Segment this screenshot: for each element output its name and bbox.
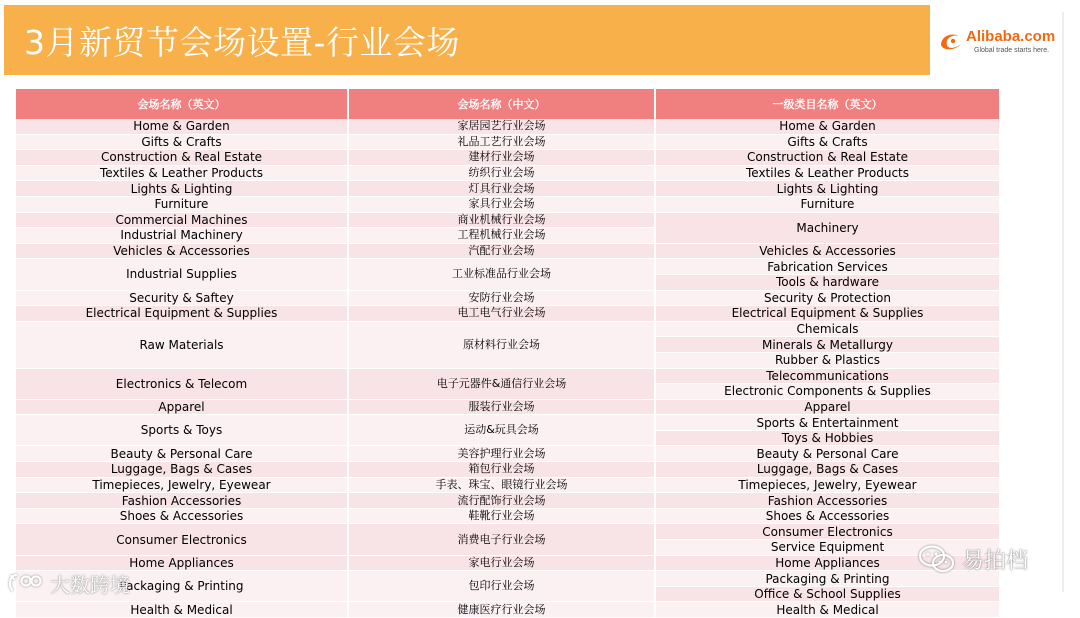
venue-table [16, 89, 1001, 618]
category-cell: Minerals & Metallurgy [655, 337, 1000, 353]
venue-en-cell: Sports & Toys [16, 415, 348, 446]
venue-en-cell: Raw Materials [16, 321, 348, 368]
venue-zh-cell: 美容护理行业会场 [348, 446, 655, 462]
category-cell: Home Appliances [655, 555, 1000, 571]
table-row [16, 119, 1000, 134]
slide-title: 3月新贸节会场设置-行业会场 [24, 23, 460, 62]
watermark-left [6, 568, 130, 598]
category-cell: Furniture [655, 196, 1000, 212]
venue-en-cell: Health & Medical [16, 602, 348, 618]
venue-zh-cell: 流行配饰行业会场 [348, 493, 655, 509]
category-cell: Health & Medical [655, 602, 1000, 618]
venue-en-cell: Lights & Lighting [16, 181, 348, 197]
venue-zh-cell: 工业标准品行业会场 [348, 259, 655, 290]
venue-zh-cell: 安防行业会场 [348, 290, 655, 306]
category-cell: Apparel [655, 399, 1000, 415]
dashu-logo-icon [6, 570, 46, 596]
table-row [16, 306, 1000, 322]
category-cell: Office & School Supplies [655, 586, 1000, 602]
venue-zh-cell: 建材行业会场 [348, 150, 655, 166]
venue-en-cell: Textiles & Leather Products [16, 165, 348, 181]
table-row [16, 134, 1000, 150]
venue-zh-cell: 电工电气行业会场 [348, 306, 655, 322]
table-row [16, 462, 1000, 478]
venue-zh-cell: 手表、珠宝、眼镜行业会场 [348, 477, 655, 493]
category-cell: Beauty & Personal Care [655, 446, 1000, 462]
table-header-row [16, 89, 1000, 119]
watermark-right [918, 542, 1028, 576]
category-cell: Telecommunications [655, 368, 1000, 384]
venue-en-cell: Beauty & Personal Care [16, 446, 348, 462]
venue-zh-cell: 家电行业会场 [348, 555, 655, 571]
table-row [16, 446, 1000, 462]
venue-en-cell: Vehicles & Accessories [16, 243, 348, 259]
venue-en-cell: Packaging & Printing [16, 571, 348, 602]
venue-en-cell: Industrial Machinery [16, 228, 348, 244]
logo-tagline: Global trade starts here. [974, 47, 1050, 54]
category-cell: Packaging & Printing [655, 571, 1000, 587]
table-row [16, 477, 1000, 493]
venue-en-cell: Consumer Electronics [16, 524, 348, 555]
venue-zh-cell: 商业机械行业会场 [348, 212, 655, 228]
venue-en-cell: Commercial Machines [16, 212, 348, 228]
category-cell: Rubber & Plastics [655, 352, 1000, 368]
category-cell: Tools & hardware [655, 274, 1000, 290]
venue-en-cell: Home & Garden [16, 119, 348, 134]
venue-zh-cell: 灯具行业会场 [348, 181, 655, 197]
table-row [16, 212, 1000, 228]
category-cell: Shoes & Accessories [655, 508, 1000, 524]
venue-zh-cell: 原材料行业会场 [348, 321, 655, 368]
watermark-right-text: 易拍档 [962, 548, 1029, 574]
category-cell: Gifts & Crafts [655, 134, 1000, 150]
alibaba-logo [932, 18, 1062, 68]
venue-zh-cell: 汽配行业会场 [348, 243, 655, 259]
venue-en-cell: Shoes & Accessories [16, 508, 348, 524]
logo-name: Alibaba.com [966, 28, 1056, 45]
category-cell: Machinery [655, 212, 1000, 243]
table-row [16, 290, 1000, 306]
category-cell: Toys & Hobbies [655, 430, 1000, 446]
table-row [16, 555, 1000, 571]
table-row [16, 368, 1000, 384]
venue-zh-cell: 工程机械行业会场 [348, 228, 655, 244]
venue-zh-cell: 家具行业会场 [348, 196, 655, 212]
venue-zh-cell: 服装行业会场 [348, 399, 655, 415]
category-cell: Security & Protection [655, 290, 1000, 306]
venue-zh-cell: 箱包行业会场 [348, 462, 655, 478]
table-row [16, 602, 1000, 618]
venue-zh-cell: 家居园艺行业会场 [348, 119, 655, 134]
wechat-icon [918, 544, 956, 574]
header-category-en: 一级类目名称（英文） [655, 89, 1000, 119]
venue-en-cell: Gifts & Crafts [16, 134, 348, 150]
header-venue-en: 会场名称（英文） [16, 89, 348, 119]
venue-en-cell: Apparel [16, 399, 348, 415]
venue-zh-cell: 鞋靴行业会场 [348, 508, 655, 524]
venue-zh-cell: 礼品工艺行业会场 [348, 134, 655, 150]
table-row [16, 321, 1000, 337]
table-row [16, 259, 1000, 275]
venue-en-cell: Construction & Real Estate [16, 150, 348, 166]
venue-zh-cell: 纺织行业会场 [348, 165, 655, 181]
category-cell: Vehicles & Accessories [655, 243, 1000, 259]
category-cell: Electronic Components & Supplies [655, 384, 1000, 400]
category-cell: Lights & Lighting [655, 181, 1000, 197]
table-row [16, 150, 1000, 166]
table-row [16, 493, 1000, 509]
category-cell: Timepieces, Jewelry, Eyewear [655, 477, 1000, 493]
category-cell: Home & Garden [655, 119, 1000, 134]
category-cell: Consumer Electronics [655, 524, 1000, 540]
venue-en-cell: Security & Saftey [16, 290, 348, 306]
slide-edge-divider [1062, 12, 1064, 592]
venue-en-cell: Fashion Accessories [16, 493, 348, 509]
venue-en-cell: Electrical Equipment & Supplies [16, 306, 348, 322]
watermark-left-text: 大数跨境 [50, 572, 130, 597]
venue-en-cell: Electronics & Telecom [16, 368, 348, 399]
title-bar [4, 5, 930, 75]
table-row [16, 571, 1000, 587]
venue-en-cell: Timepieces, Jewelry, Eyewear [16, 477, 348, 493]
venue-zh-cell: 电子元器件&通信行业会场 [348, 368, 655, 399]
venue-en-cell: Home Appliances [16, 555, 348, 571]
category-cell: Service Equipment [655, 540, 1000, 556]
category-cell: Fabrication Services [655, 259, 1000, 275]
table-row [16, 508, 1000, 524]
venue-zh-cell: 健康医疗行业会场 [348, 602, 655, 618]
table-row [16, 524, 1000, 540]
venue-en-cell: Industrial Supplies [16, 259, 348, 290]
table-row [16, 196, 1000, 212]
venue-zh-cell: 包印行业会场 [348, 571, 655, 602]
header-venue-zh: 会场名称（中文） [348, 89, 655, 119]
venue-en-cell: Luggage, Bags & Cases [16, 462, 348, 478]
table-row [16, 165, 1000, 181]
table-row [16, 399, 1000, 415]
category-cell: Textiles & Leather Products [655, 165, 1000, 181]
category-cell: Luggage, Bags & Cases [655, 462, 1000, 478]
category-cell: Chemicals [655, 321, 1000, 337]
venue-zh-cell: 消费电子行业会场 [348, 524, 655, 555]
category-cell: Sports & Entertainment [655, 415, 1000, 431]
table-row [16, 243, 1000, 259]
table-row [16, 415, 1000, 431]
category-cell: Electrical Equipment & Supplies [655, 306, 1000, 322]
table-row [16, 181, 1000, 197]
category-cell: Fashion Accessories [655, 493, 1000, 509]
venue-en-cell: Furniture [16, 196, 348, 212]
venue-zh-cell: 运动&玩具会场 [348, 415, 655, 446]
alibaba-smile-icon [938, 30, 964, 52]
category-cell: Construction & Real Estate [655, 150, 1000, 166]
